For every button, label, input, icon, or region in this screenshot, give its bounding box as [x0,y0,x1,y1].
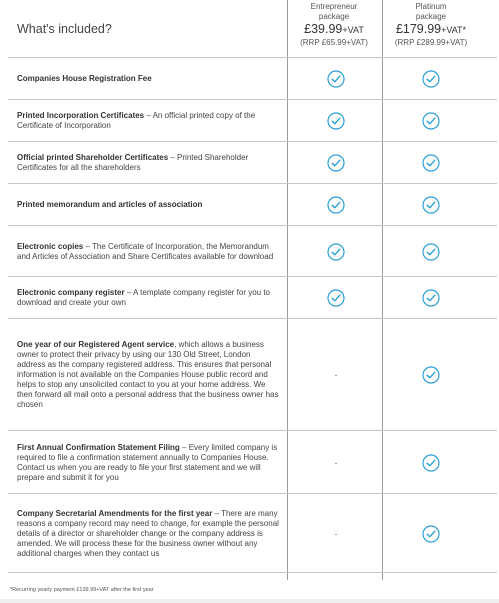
price-value: £179.99 [395,22,442,36]
table-row [8,142,497,184]
price-vat: +VAT* [441,25,467,35]
feature-description [17,200,279,210]
footnote: *Recurring yearly payment £139.99+VAT after the first year [10,587,154,593]
not-included-mark: - [334,457,338,468]
feature-detail: – The Certificate of Incorporation, the Memorandum and Articles of Association and Share Certificates available for download [17,242,274,261]
feature-detail: – Printed Shareholder Certificates for all the shareholders [17,153,249,172]
feature-description [17,242,279,262]
table-row [8,226,497,277]
dash-icon [326,524,346,544]
feature-name: Companies House Registration Fee [17,74,152,83]
feature-description [17,153,279,173]
check-circle-icon [326,111,346,131]
feature-detail: – A template company register for you to download and create your own [17,288,271,307]
table-row [8,431,497,494]
feature-description [17,288,279,308]
not-included-mark: - [334,370,338,380]
not-included-mark: - [334,528,338,539]
entrepreneur-package-header [289,2,379,48]
check-circle-icon [421,69,441,89]
feature-detail: – Every limited company is required to file a confirmation statement annually to Companies House. Contact us when you are ready to file your first statement and we will prepare and submit it for you [17,443,278,482]
package-name-line1: Platinum [415,2,447,11]
table-title: What's included? [17,22,112,36]
package-rrp: (RRP £289.99+VAT) [394,38,468,47]
feature-name: One year of our Registered Agent service [17,340,175,349]
dash-icon [326,365,346,385]
check-circle-icon [326,242,346,262]
package-name-line2: package [318,11,350,21]
feature-description [17,340,279,410]
check-circle-icon [421,195,441,215]
feature-name: Printed Incorporation Certificates [17,111,145,120]
table-row [8,319,497,431]
check-circle-icon [421,153,441,173]
feature-name: Electronic company register [17,288,125,297]
feature-name: Printed memorandum and articles of association [17,200,203,209]
feature-description [17,443,279,483]
table-row [8,184,497,226]
platinum-package-header [383,2,479,48]
package-price [383,22,479,38]
feature-description [17,509,279,559]
feature-detail: – An official printed copy of the Certificate of Incorporation [17,111,256,130]
table-row [8,58,497,100]
check-circle-icon [421,111,441,131]
feature-name: Official printed Shareholder Certificates [17,153,169,162]
check-circle-icon [326,288,346,308]
check-circle-icon [421,524,441,544]
table-row [8,494,497,573]
check-circle-icon [421,242,441,262]
package-rrp: (RRP £65.99+VAT) [300,38,368,47]
check-circle-icon [421,453,441,473]
check-circle-icon [421,288,441,308]
price-value: £39.99 [304,22,343,36]
feature-detail: , which allows a business owner to protect their privacy by using our 130 Old Street, London address as the company registered address. This ensures that personal information is not available on the Companies House public record and helps to stop any unsolicited contact to you at your home address. We then forward all mail onto a personal address that the business owner has chosen [17,340,279,409]
table-header [8,0,497,58]
price-vat: +VAT [342,25,364,35]
feature-detail: – There are many reasons a company record may need to change, for example the personal details of a director or shareholder change or the company address is amended. We will process these for the business owner without any additional charges when they contact us [17,509,279,558]
feature-name: Company Secretarial Amendments for the first year [17,509,213,518]
feature-name: First Annual Confirmation Statement Filing [17,443,180,452]
package-name-line1: Entrepreneur [310,2,358,11]
check-circle-icon [326,195,346,215]
feature-name: Electronic copies [17,242,84,251]
package-name-line2: package [415,11,447,21]
table-row [8,100,497,142]
comparison-table [8,0,497,573]
feature-description [17,111,279,131]
check-circle-icon [326,69,346,89]
check-circle-icon [421,365,441,385]
package-price [289,22,379,38]
check-circle-icon [326,153,346,173]
feature-rows [8,58,497,573]
feature-description [17,74,279,84]
table-row [8,277,497,319]
bottom-bar [0,599,499,603]
dash-icon [326,453,346,473]
